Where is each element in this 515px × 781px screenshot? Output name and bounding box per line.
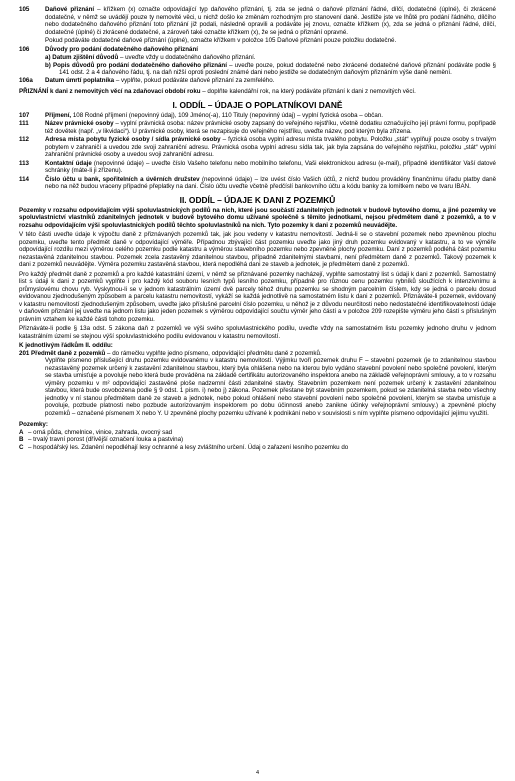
section-2-paragraph: V této části uveďte údaje k výpočtu daně z přiznávaných pozemků tak, jak jsou vedeny v katastru nemovitostí. Jedná-li se o stavební pozemek nebo zpevněnou plochu pozemku, uveďte tento předmět daně v odpovídající výměře. Případnou zbývající část pozemku uveďte jako jiný druh pozemku evidovaný v katastru, a to ve výměře odpovídající rozdílu mezi výměrou celého pozemku podle katastru a výměrou stavebního pozemku nebo zpevněné plochy pozemku. Daní z pozemků podléhá část pozemku nezastavěná zdanitelnou stavbou. Pozemek zcela zastavěný zdanitelnou stavbou, případně zdanitelnými stavbami, není předmětem daně z pozemků. Takový pozemek k dani z pozemků neuvádějte. Výměra pozemku zastavěná stavbou, která nepodléhá dani ze staveb a jednotek, je předmětem daně z pozemků. xyxy=(19,231,496,268)
section-2-title: II. ODDÍL – ÚDAJE K DANI Z POZEMKŮ xyxy=(179,194,336,205)
entry-111: 111 Název právnické osoby – vyplní právnická osoba: název právnické osoby zapsaný do veřejného rejstříku, včetně dodatku označujícího její právní formu, popřípadě též dovětek (např. „v likvidaci“). U právnické osoby, která se nezapisuje do veřejného rejstříku, uveďte název, pod kterým byla zřízena. xyxy=(19,120,496,135)
entry-lead: Daňové přiznání xyxy=(45,6,95,13)
section-2-intro: Pozemky v rozsahu odpovídajícím výši spoluvlastnických podílů na nich, které jsou součástí zdanitelných jednotek v budově bytového domu, a jiné pozemky ve spoluvlastnictví vlastníků zdanitelných jednotek v budově bytového domu užívané společně s těmito jednotkami, nejsou předmětem daně z pozemků, a to v rozsahu odpovídajícím výši spoluvlastnických podílů těchto spoluvlastníků na nich. Tyto pozemky k dani z pozemků neuvádějte. xyxy=(19,206,496,229)
entry-106a: 106a Datum úmrtí poplatníka – vyplňte, pokud podáváte daňové přiznání za zemřelého. xyxy=(19,76,275,84)
list-item: A – orná půda, chmelnice, vinice, zahrada, ovocný sad xyxy=(19,428,173,436)
row-201-text: Vyplňte písmeno příslušející druhu pozemku evidovanému v katastru nemovitostí. Výjimku tvoří pozemek druhu F – stavební pozemek (je to zdanitelnou stavbou nezastavěný pozemek určený k zastavění zdanitelnou stavbou, který byla ohlášena nebo na kterou bylo vydáno stavební povolení nebo společné povolení, kterým se stavba umisťuje a povoluje nebo která bude prováděna na základě certifikátu autorizovaného inspektora anebo na základě veřejnoprávní smlouvy, a to v rozsahu výměry pozemku v m² odpovídající zastavěné ploše nadzemní části zdanitelné stavby. Stavebním pozemkem není pozemek určený k zastavění zdanitelnou stavbou, která bude osvobozena podle § 9 odst. 1 písm. i) nebo j) zákona. Pozemek přestane být stavebním pozemkem, pokud se zdanitelná stavba nebo všechny jednotky v ní stanou předmětem daně ze staveb a jednotek, nebo pokud ohlášení nebo stavební povolení nebo společné povolení, kterým se stavba umisťuje a povoluje, pozbude platnosti nebo pozbude autorizovaným inspektorem po dobu účinnosti anebo zanikne účinky veřejnoprávní smlouvy.) a zpevněné plochy pozemků – označené písmenem X nebo Y. U zpevněné plochy pozemku užívané k podnikání nebo v souvislosti s ním vyplňte písmeno odpovídající jejímu využití. xyxy=(45,357,496,417)
rows-title: K jednotlivým řádkům II. oddílu: xyxy=(19,342,113,349)
priznani-note: PŘIZNÁNÍ k dani z nemovitých věcí na zdaňovací období roku – doplňte kalendářní rok, na který podáváte přiznání k dani z nemovitých věcí. xyxy=(19,88,416,95)
list-item: B – trvalý travní porost (dřívější označení louka a pastvina) xyxy=(19,436,184,443)
entry-lead: Důvody pro podání dodatečného daňového přiznání xyxy=(45,45,198,53)
entry-number: 106 xyxy=(19,45,30,53)
entry-107: 107 Příjmení, 108 Rodné příjmení (nepovinný údaj), 109 Jméno(-a), 110 Tituly (nepovinný údaj) – vyplní fyzická osoba – občan. xyxy=(19,111,383,119)
section-2-paragraph: Přiznáváte-li podle § 13a odst. 5 zákona daň z pozemků ve výši svého spoluvlastnického podílu, uveďte vždy na samostatném listu pozemky jednoho druhu v jednom katastrálním území se stejnou výší spoluvlastnického podílu evidovanou v katastru nemovitostí. xyxy=(19,325,496,340)
entry-number: 105 xyxy=(19,6,30,13)
entry-105 xyxy=(19,6,496,36)
document-page xyxy=(19,6,496,451)
entry-106 xyxy=(19,46,496,54)
entry-text: – křížkem (x) označte odpovídající typ daňového přiznání, tj. zda se jedná o daňové přiznání řádné, dílčí, dodatečné (úplné), či zkrácené dodatečné, v němž se uvádějí pouze ty nemovité věci, u nichž došlo ke změnám rozhodným pro stanovení daně. Jestliže jste ve lhůtě pro podání řádného, dílčího nebo dodatečného daňového přiznání toto přiznání již podali, následně opravili a podáváte jej znovu, označte křížkem (x), zda se jedná o přiznání řádné, dílčí, dodatečné (úplné) či zkrácené dodatečné, a zároveň také označte křížkem (x), že se jedná o přiznání opravné. xyxy=(45,6,496,36)
section-2-paragraph: Pro každý předmět daně z pozemků a pro každé katastrální území, v němž se přiznávané pozemky nacházejí, vyplňte samostatný list s údaji k dani z pozemků. Samostatný list s údaji k dani z pozemků vyplňte i pro každý kód souboru lesních typů lesního pozemku, případně pro různou cenu pozemku rybníků sloužících k intenzivnímu a průmyslovému chovu ryb. Vyskytnou-li se v jednom katastrálním území dvě parcely téhož druhu pozemku se shodným parcelním číslem, kdy se jedná o parcelu dosud evidovanou zjednodušeným způsobem a parcelu katastru nemovitostí, vykáží se každá jednotlivě na samostatném listu k dani z pozemků. Přiznáváte-li pozemek, evidovaný v katastru nemovitostí zjednodušeným způsobem, uveďte jako příslušné parcelní číslo pozemku, u něhož je z důvodu neurčitosti nebo nedostatečné identifikovatelnosti údaje v daňovém přiznání jej uveďte na jednom listu jako jeden pozemek s výměrou odpovídající součtu výměr jeho částí a v položce 209 rozepište výměru jeho částí s příslušným právním vztahem ke každé části tohoto pozemku. xyxy=(19,270,496,323)
list-item: C – hospodářský les. Zdanění nepodléhají lesy ochranné a lesy zvláštního určení. Údaj o zařazení lesního pozemku do xyxy=(19,443,349,451)
section-1-title: I. ODDÍL – ÚDAJE O POPLATNÍKOVI DANĚ xyxy=(172,99,343,110)
entry-106-b: b) Popis důvodů pro podání dodatečného daňového přiznání – uveďte pouze, pokud dodatečné nebo zkrácené dodatečné daňové přiznání podáváte podle § 141 odst. 2 a 4 daňového řádu, tj. na daň nižší oproti poslední známé dani nebo jestliže se dodatečným daňovým přiznáním výše daně nemění. xyxy=(45,61,496,76)
entry-112: 112 Adresa místa pobytu fyzické osoby / sídla právnické osoby – fyzická osoba vyplní adresu místa trvalého pobytu. Položku „stát“ vyplňují pouze osoby s trvalým pobytem v zahraničí a uvedou zde svoji zahraniční adresu. Právnická osoba vyplní adresu sídla tak, jak byla zapsána do veřejného rejstříku, položku „stát“ vyplní zahraniční právnické osoby a uvedou svoji zahraniční adresu. xyxy=(19,136,496,158)
entry-114: 114 Číslo účtu u bank, spořitelních a úvěrních družstev (nepovinné údaje) – lze uvést číslo Vašich účtů, z nichž budou prováděny finančnímu úřadu platby daně nebo na něž budou vraceny případné přeplatky na dani. Číslo účtu uveďte včetně předčíslí bankovního účtu a kódu banky za lomítkem nebo ve tvaru IBAN. xyxy=(19,175,497,190)
page-number: 4 xyxy=(255,770,260,776)
entry-113: 113 Kontaktní údaje (nepovinné údaje) – uveďte číslo Vašeho telefonu nebo mobilního telefonu, Vaši elektronickou adresu (e-mail), případně identifikátor Vaší datové schránky (máte-li ji zřízenu). xyxy=(19,159,496,174)
pozemky-title: Pozemky: xyxy=(19,421,48,428)
row-201-heading: 201 Předmět daně z pozemků – do rámečku vyplňte jedno písmeno, odpovídající předmětu daně z pozemků. xyxy=(19,349,322,357)
entry-105-sub: Pokud podáváte dodatečné daňové přiznání (úplné), označte křížkem v položce 105 Daňové přiznání pouze položku dodatečné. xyxy=(45,37,397,44)
entry-number: 106a xyxy=(19,76,33,84)
entry-106-a: a) Datum zjištění důvodů – uveďte vždy u dodatečného daňového přiznání. xyxy=(45,54,256,61)
